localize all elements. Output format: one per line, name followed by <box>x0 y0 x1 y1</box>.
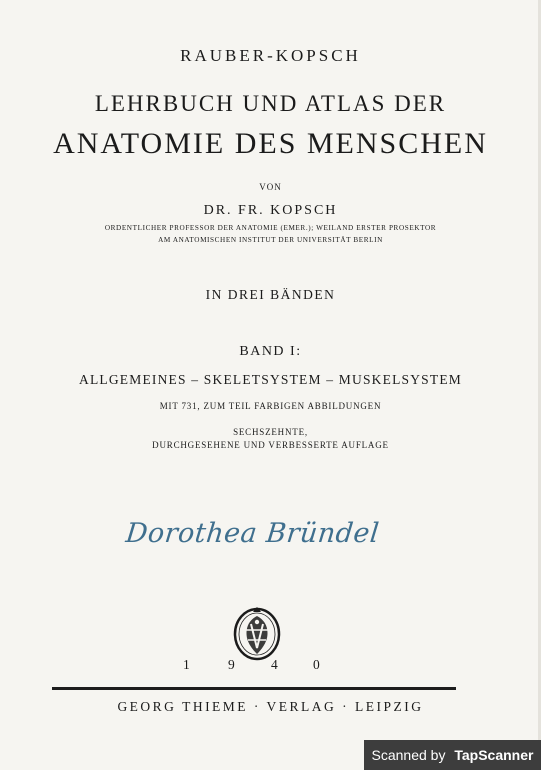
illustrations-note: MIT 731, ZUM TEIL FARBIGEN ABBILDUNGEN <box>159 401 382 411</box>
volume-label: BAND I: <box>239 344 302 359</box>
publisher-line: GEORG THIEME · VERLAG · LEIPZIG <box>117 699 424 714</box>
by-label: VON <box>259 182 282 192</box>
author-name: DR. FR. KOPSCH <box>203 203 338 218</box>
year-digit: 9 <box>228 657 235 672</box>
signature-text: Dorothea Bründel <box>124 518 381 549</box>
year-digit: 1 <box>183 657 190 672</box>
banner-prefix: Scanned by <box>371 747 446 763</box>
author-heading: RAUBER-KOPSCH <box>180 46 361 65</box>
handwritten-signature <box>0 510 541 560</box>
scanner-watermark-banner <box>364 740 541 770</box>
author-description-line-2: AM ANATOMISCHEN INSTITUT DER UNIVERSITÄT BERLIN <box>158 236 383 244</box>
year-digit: 4 <box>271 657 278 672</box>
edition-line-1: SECHSZEHNTE, <box>233 427 308 437</box>
volume-subjects: ALLGEMEINES – SKELETSYSTEM – MUSKELSYSTEM <box>79 372 462 387</box>
title-line-2: ANATOMIE DES MENSCHEN <box>53 127 488 160</box>
author-description-line-1: ORDENTLICHER PROFESSOR DER ANATOMIE (EMER.); WEILAND ERSTER PROSEKTOR <box>104 224 437 232</box>
volumes-note: IN DREI BÄNDEN <box>205 287 336 302</box>
banner-brand: TapScanner <box>454 747 534 763</box>
title-line-1: LEHRBUCH UND ATLAS DER <box>94 91 447 116</box>
divider-rule <box>52 687 456 690</box>
year-digit: 0 <box>313 657 320 672</box>
edition-line-2: DURCHGESEHENE UND VERBESSERTE AUFLAGE <box>152 440 389 450</box>
publisher-emblem-icon <box>229 602 285 662</box>
